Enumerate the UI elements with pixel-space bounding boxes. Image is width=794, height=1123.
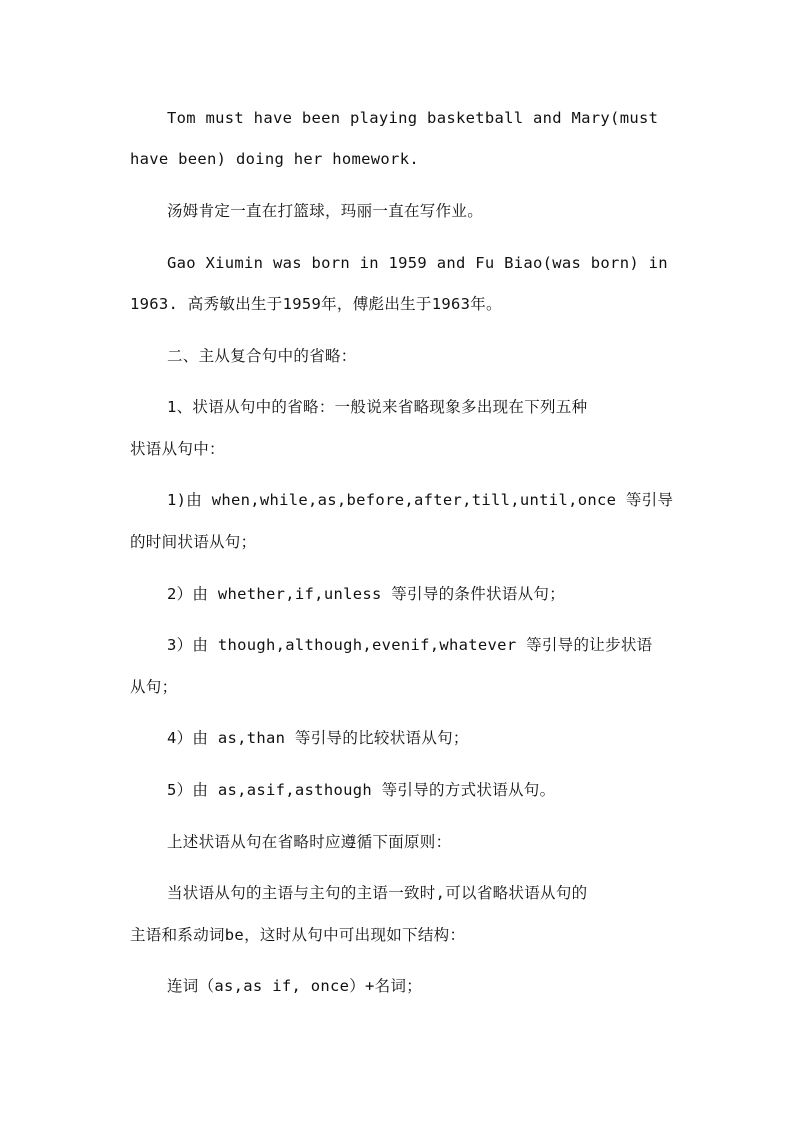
list-item-continuation: 的时间状语从句； (130, 533, 257, 551)
list-item: 3）由 though,although,evenif,whatever 等引导的让步状语 (167, 636, 653, 654)
list-item: 2）由 whether,if,unless 等引导的条件状语从句； (167, 585, 566, 603)
paragraph-line: Gao Xiumin was born in 1959 and Fu Biao(was born) in (167, 254, 668, 272)
list-item-continuation: 从句； (130, 678, 178, 696)
section-heading: 二、主从复合句中的省略： (167, 347, 357, 365)
list-item: 5）由 as,asif,asthough 等引导的方式状语从句。 (167, 781, 556, 799)
paragraph-line: have been) doing her homework. (130, 150, 419, 168)
list-item: 4）由 as,than 等引导的比较状语从句； (167, 729, 469, 747)
paragraph-line: 当状语从句的主语与主句的主语一致时,可以省略状语从句的 (167, 884, 588, 902)
paragraph-line: 状语从句中： (130, 440, 225, 458)
paragraph-line: Tom must have been playing basketball and Mary(must (167, 109, 659, 127)
paragraph-line: 上述状语从句在省略时应遵循下面原则： (167, 833, 452, 851)
paragraph-line: 1963. 高秀敏出生于1959年，傅彪出生于1963年。 (130, 295, 502, 313)
paragraph-line: 汤姆肯定一直在打篮球，玛丽一直在写作业。 (167, 202, 484, 220)
paragraph-line: 连词（as,as if, once）+名词； (167, 977, 423, 995)
list-item: 1)由 when,while,as,before,after,till,until,once 等引导 (167, 491, 674, 509)
paragraph-line: 1、状语从句中的省略：一般说来省略现象多出现在下列五种 (167, 398, 588, 416)
paragraph-line: 主语和系动词be，这时从句中可出现如下结构： (130, 926, 466, 944)
